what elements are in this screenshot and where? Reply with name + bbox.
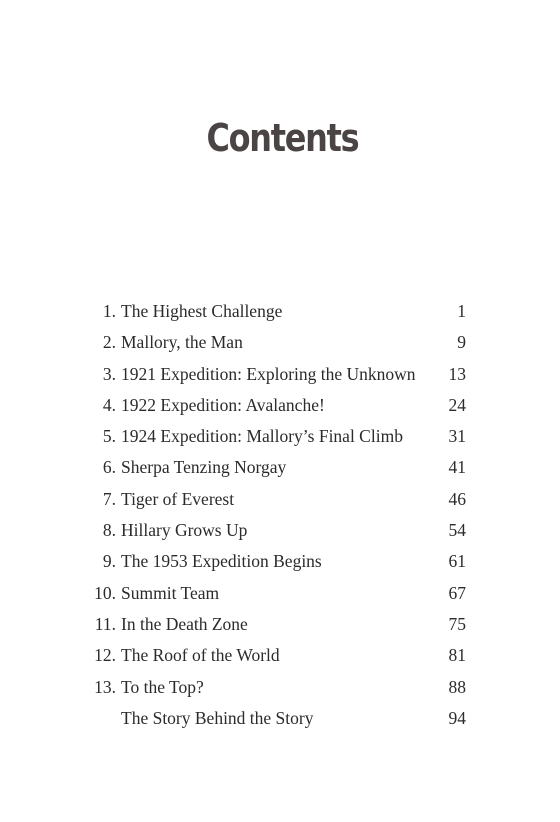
toc-entry (0, 672, 560, 703)
toc-entry (0, 640, 560, 671)
chapter-number: 12. (94, 645, 116, 666)
toc-entry (0, 703, 560, 734)
chapter-number: 2. (102, 332, 116, 353)
page-number: 31 (448, 426, 466, 447)
chapter-number: 3. (102, 363, 116, 384)
chapter-number: 1. (102, 301, 116, 321)
chapter-number: 13. (94, 676, 116, 697)
chapter-title: 1922 Expedition: Avalanche! (121, 394, 325, 415)
chapter-title: The 1953 Expedition Begins (121, 551, 322, 572)
page-number: 13 (448, 363, 466, 384)
toc-entry (0, 296, 560, 327)
chapter-title: 1921 Expedition: Exploring the Unknown (121, 363, 416, 384)
chapter-number: 6. (102, 457, 116, 478)
chapter-title: Hillary Grows Up (121, 520, 248, 541)
chapter-title: In the Death Zone (121, 613, 248, 634)
chapter-number: 5. (102, 426, 116, 447)
chapter-title: Tiger of Everest (121, 488, 235, 509)
chapter-title: 1924 Expedition: Mallory’s Final Climb (121, 426, 403, 447)
page-number: 88 (448, 676, 466, 697)
chapter-number: 8. (102, 520, 116, 541)
chapter-number: 9. (102, 551, 116, 572)
page-number: 81 (448, 645, 466, 666)
page-number: 75 (448, 613, 466, 634)
page-number: 1 (457, 301, 466, 321)
page-number: 61 (448, 551, 466, 572)
table-of-contents (0, 296, 560, 734)
chapter-number: 4. (102, 394, 116, 415)
toc-entry (0, 609, 560, 640)
chapter-number: 11. (94, 613, 116, 634)
chapter-number: 7. (102, 488, 116, 509)
chapter-title: The Roof of the World (121, 645, 280, 666)
toc-entry (0, 421, 560, 452)
toc-entry (0, 390, 560, 421)
toc-entry (0, 484, 560, 515)
page-number: 24 (448, 394, 466, 415)
page-number: 67 (448, 582, 466, 603)
chapter-title: The Highest Challenge (121, 301, 283, 321)
chapter-title: Sherpa Tenzing Norgay (121, 457, 287, 478)
page-number: 9 (457, 332, 466, 353)
page-title: Contents (206, 116, 359, 160)
toc-entry (0, 452, 560, 483)
page-number: 94 (448, 707, 466, 728)
page-number: 54 (448, 520, 466, 541)
chapter-number: 10. (94, 582, 116, 603)
chapter-title: Summit Team (121, 582, 220, 603)
toc-entry (0, 515, 560, 546)
chapter-title: To the Top? (121, 676, 204, 697)
toc-entry (0, 546, 560, 577)
chapter-title: Mallory, the Man (121, 332, 243, 353)
chapter-title: The Story Behind the Story (121, 707, 314, 728)
toc-entry (0, 327, 560, 358)
toc-entry (0, 578, 560, 609)
page-number: 46 (448, 488, 466, 509)
toc-entry (0, 359, 560, 390)
page-number: 41 (448, 457, 466, 478)
